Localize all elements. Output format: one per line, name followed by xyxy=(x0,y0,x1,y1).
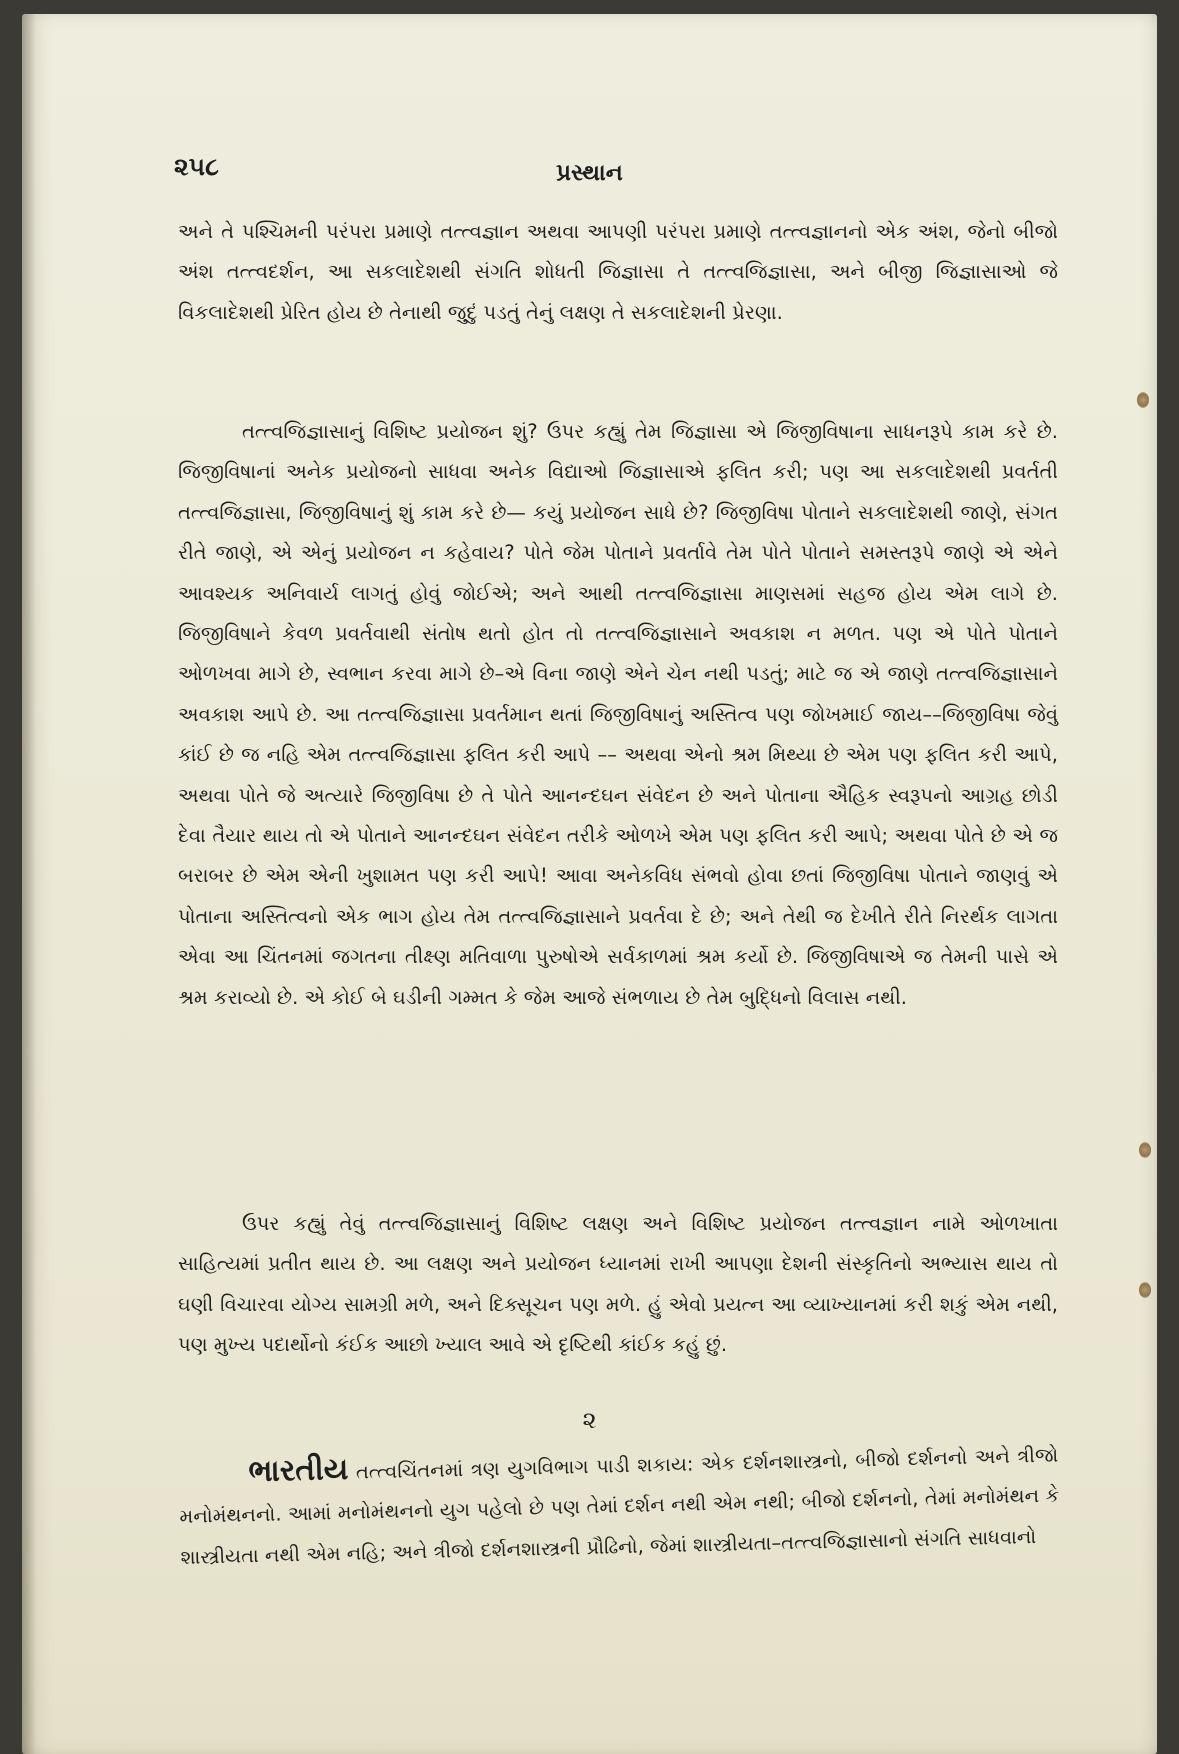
section-number: ૨ xyxy=(582,1406,597,1434)
paragraph-4-text: તત્ત્વચિંતનમાં ત્રણ યુગવિભાગ પાડી શકાય: એક દર્શનશાસ્ત્રનો, બીજો દર્શનનો અને ત્રીજો મનોમંથનનો. આમાં મનોમંથનનો યુગ પહેલો છે પણ તેમાં દર્શન નથી એમ નથી; બીજો દર્શનનો, તેમાં મનોમંથન કે શાસ્ત્રીયતા નથી એમ નહિ; અને ત્રીજો દર્શનશાસ્ત્રની પ્રૌઢિનો, જેમાં શાસ્ત્રીયતા–તત્ત્વજિજ્ઞાસાનો સંગતિ સાધવાનો xyxy=(179,1443,1060,1569)
section-lead-word: ભારતીય xyxy=(248,1451,349,1490)
paragraph-3: ઉપર કહ્યું તેવું તત્ત્વજિજ્ઞાસાનું વિશિષ્ટ લક્ષણ અને વિશિષ્ટ પ્રયોજન તત્ત્વજ્ઞાન નામે ઓળખાતા સાહિત્યમાં પ્રતીત થાય છે. આ લક્ષણ અને પ્રયોજન ધ્યાનમાં રાખી આપણા દેશની સંસ્કૃતિનો અભ્યાસ થાય તો ઘણી વિચારવા યોગ્ય સામગ્રી મળે, અને દિક્સૂચન પણ મળે. હું એવો પ્રયત્ન આ વ્યાખ્યાનમાં કરી શકું એમ નથી, પણ મુખ્ય પદાર્થોનો કંઈક આછો ખ્યાલ આવે એ દૃષ્ટિથી કાંઈક કહું છું. xyxy=(178,1212,1058,1357)
running-title: પ્રસ્થાન xyxy=(556,160,623,186)
paragraph-2: તત્ત્વજિજ્ઞાસાનું વિશિષ્ટ પ્રયોજન શું? ઉપર કહ્યું તેમ જિજ્ઞાસા એ જિજીવિષાના સાધનરૂપે કામ કરે છે. જિજીવિષાનાં અનેક પ્રયોજનો સાધવા અનેક વિદ્યાઓ જિજ્ઞાસાએ ફલિત કરી; પણ આ સકલાદેશથી પ્રવર્તતી તત્ત્વજિજ્ઞાસા, જિજીવિષાનું શું કામ કરે છે— કયું પ્રયોજન સાધે છે? જિજીવિષા પોતાને સકલાદેશથી જાણે, સંગત રીતે જાણે, એ એનું પ્રયોજન ન કહેવાય? પોતે જેમ પોતાને પ્રવર્તાવે તેમ પોતે પોતાને સમસ્તરૂપે જાણે એ એને આવશ્યક અનિવાર્ય લાગતું હોવું જોઈએ; અને આથી તત્ત્વજિજ્ઞાસા માણસમાં સહજ હોય એમ લાગે છે. જિજીવિષાને કેવળ પ્રવર્તવાથી સંતોષ થતો હોત તો તત્ત્વજિજ્ઞાસાને અવકાશ ન મળત. પણ એ પોતે પોતાને ઓળખવા માગે છે, સ્વભાન કરવા માગે છે–એ વિના જાણે એને ચેન નથી પડતું; માટે જ એ જાણે તત્ત્વજિજ્ઞાસાને અવકાશ આપે છે. આ તત્ત્વજિજ્ઞાસા પ્રવર્તમાન થતાં જિજીવિષાનું અસ્તિત્વ પણ જોખમાઈ જાય––જિજીવિષા જેવું કાંઈ છે જ નહિ એમ તત્ત્વજિજ્ઞાસા ફલિત કરી આપે –– અથવા એનો શ્રમ મિથ્યા છે એમ પણ ફલિત કરી આપે, અથવા પોતે જે અત્યારે જિજીવિષા છે તે પોતે આનન્દઘન સંવેદન છે અને પોતાના ઐહિક સ્વરૂપનો આગ્રહ છોડી દેવા તૈયાર થાય તો એ પોતાને આનન્દઘન સંવેદન તરીકે ઓળખે એમ પણ ફલિત કરી આપે; અથવા પોતે છે એ જ બરાબર છે એમ એની ખુશામત પણ કરી આપે! આવા અનેકવિધ સંભવો હોવા છતાં જિજીવિષા પોતાને જાણવું એ પોતાના અસ્તિત્વનો એક ભાગ હોય તેમ તત્ત્વજિજ્ઞાસાને પ્રવર્તવા દે છે; અને તેથી જ દેખીતે રીતે નિરર્થક લાગતા એવા આ ચિંતનમાં જગતના તીક્ષ્ણ મતિવાળા પુરુષોએ સર્વકાળમાં શ્રમ કર્યો છે. જિજીવિષાએ જ તેમની પાસે એ શ્રમ કરાવ્યો છે. એ કોઈ બે ઘડીની ગમ્મત કે જેમ આજે સંભળાય છે તેમ બુદ્ધિનો વિલાસ નથી. xyxy=(178,420,1058,1009)
page-number: ૨૫૮ xyxy=(174,152,219,181)
binding-hole-mark xyxy=(1137,392,1149,408)
book-page xyxy=(22,14,1157,1754)
paragraph-4 xyxy=(178,1432,1061,1578)
paragraph-1: અને તે પશ્ચિમની પરંપરા પ્રમાણે તત્ત્વજ્ઞાન અથવા આપણી પરંપરા પ્રમાણે તત્ત્વજ્ઞાનનો એક અંશ, જેનો બીજો અંશ તત્ત્વદર્શન, આ સકલાદેશથી સંગતિ શોધતી જિજ્ઞાસા તે તત્ત્વજિજ્ઞાસા, અને બીજી જિજ્ઞાસાઓ જે વિકલાદેશથી પ્રેરિત હોય છે તેનાથી જુદું પડતું તેનું લક્ષણ તે સકલાદેશની પ્રેરણા. xyxy=(178,220,1058,324)
binding-hole-mark xyxy=(1139,1142,1151,1158)
binding-hole-mark xyxy=(1139,1282,1151,1298)
